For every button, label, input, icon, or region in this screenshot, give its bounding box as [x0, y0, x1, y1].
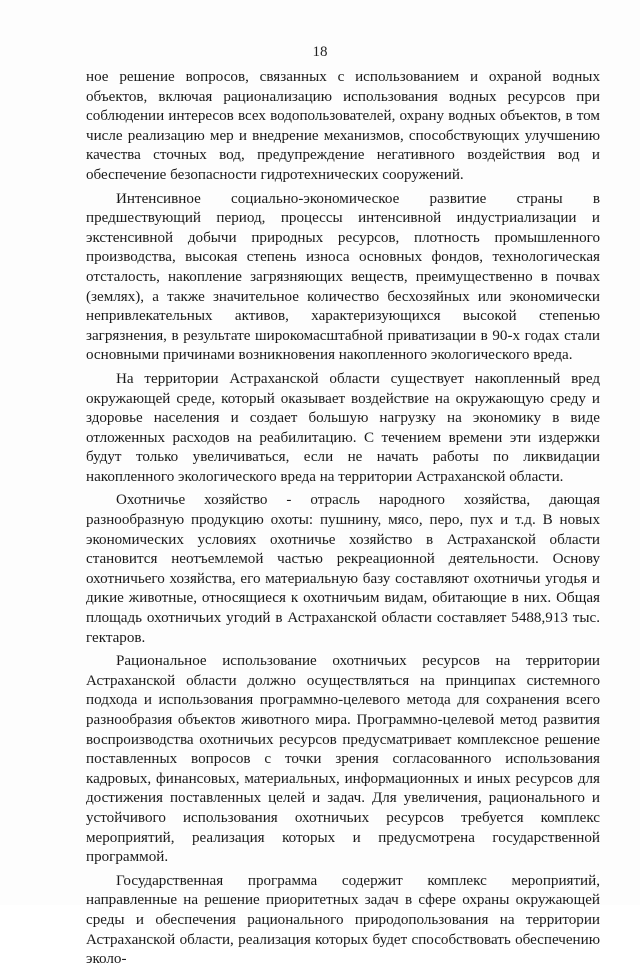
body-text [86, 68, 600, 970]
paragraph-hunting-resources: Рациональное использование охотничьих ресурсов на территории Астраханской области должно осуществляться на принципах системного подхода и использования программно-целевого метода для сохранения всего разнообразия объектов животного мира. Программно-целевой метод развития воспроизводства охотничьих ресурсов предусматривает комплексное решение поставленных вопросов с точки зрения согласованного использования кадровых, финансовых, материальных, информационных и иных ресурсов для достижения поставленных целей и задач. Для увеличения, рационального и устойчивого использования охотничьих ресурсов требуется комплекс мероприятий, реализация которых и предусмотрена государственной программой. [86, 653, 600, 866]
paragraph-economic-development: Интенсивное социально-экономическое развитие страны в предшествующий период, процессы интенсивной индустриализации и экстенсивной добычи природных ресурсов, плотность промышленного производства, высокая степень износа основных фондов, технологическая отсталость, накопление загрязняющих веществ, преимущественно в почвах (землях), а также значительное количество бесхозяйных или экономически непривлекательных активов, характеризующихся высокой степенью загрязнения, в результате широкомасштабной приватизации в 90-х годах стали основными причинами возникновения накопленного экологического вреда. [86, 190, 600, 364]
paragraph-state-program: Государственная программа содержит комплекс мероприятий, направленные на решение приоритетных задач в сфере охраны окружающей среды и обеспечения рационального природопользования на территории Астраханской области, реализация которых будет способствовать обеспечению эколо- [86, 872, 600, 968]
paragraph-hunting-economy: Охотничье хозяйство - отрасль народного хозяйства, дающая разнообразную продукцию охоты: пушнину, мясо, перо, пух и т.д. В новых экономических условиях охотничье хозяйство в Астраханской области становится неотъемлемой частью рекреационной деятельности. Основу охотничьего хозяйства, его материальную базу составляют охотничьи угодья и дикие животные, относящиеся к охотничьим видам, обитающие в них. Общая площадь охотничьих угодий в Астраханской области составляет 5488,913 тыс. гектаров. [86, 492, 600, 646]
page-number: 18 [312, 44, 328, 60]
paragraph-water-resources: ное решение вопросов, связанных с использованием и охраной водных объектов, включая рационализацию использования водных ресурсов при соблюдении интересов всех водопользователей, охрану водных объектов, в том числе реализацию мер и внедрение механизмов, способствующих улучшению качества сточных вод, предупреждение негативного воздействия вод и обеспечение безопасности гидротехнических сооружений. [86, 69, 600, 183]
paragraph-accumulated-damage: На территории Астраханской области существует накопленный вред окружающей среде, который оказывает воздействие на окружающую среду и здоровье населения и создает большую нагрузку на экономику в виде отложенных расходов на реабилитацию. С течением времени эти издержки будут только увеличиваться, если не начать работы по ликвидации накопленного экологического вреда на территории Астраханской области. [86, 370, 600, 485]
